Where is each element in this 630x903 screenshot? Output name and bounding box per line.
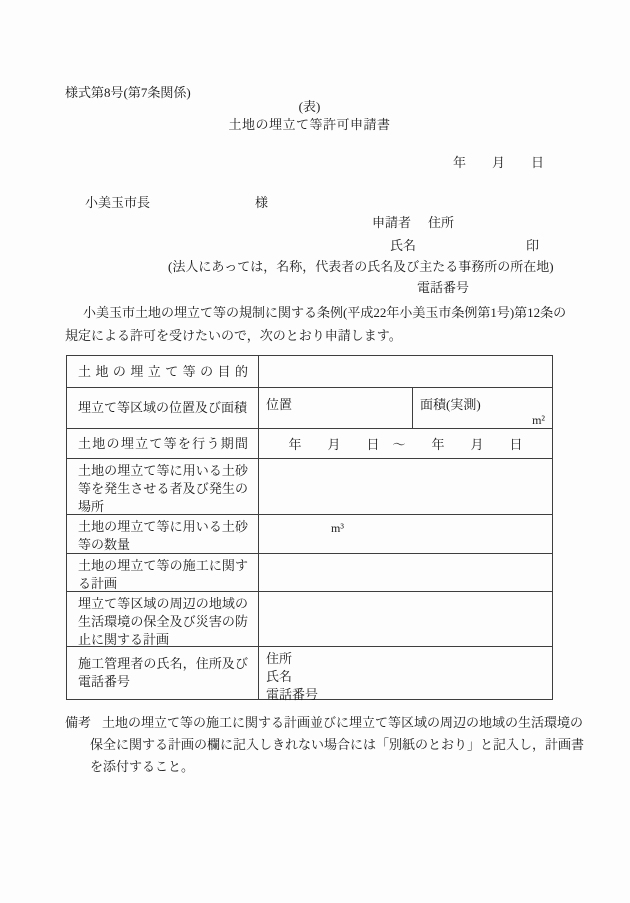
period-date-placeholders: 年 月 日 ～ 年 月 日 <box>288 437 523 452</box>
row-label-soil-volume: 土地の埋立て等に用いる土砂等の数量 <box>67 515 259 553</box>
page-title: 土地の埋立て等許可申請書 <box>228 117 391 132</box>
area-label: 面積(実測) <box>420 397 481 412</box>
manager-name-label: 氏名 <box>266 669 293 684</box>
site-manager-input-cell[interactable] <box>259 647 552 702</box>
area-unit: m² <box>532 413 545 427</box>
addressee-honorific: 様 <box>255 195 269 210</box>
request-statement <box>65 302 566 347</box>
request-statement-line2: 規定による許可を受けたいので，次のとおり申請します。 <box>65 327 402 343</box>
applicant-phone-label: 電話番号 <box>417 280 470 295</box>
table-row-soil-source <box>67 458 552 514</box>
soil-volume-input-cell[interactable] <box>259 515 552 553</box>
row-label-purpose: 土地の埋立て等の目的 <box>67 356 259 387</box>
date-line: 年 月 日 <box>452 155 544 170</box>
side-label: (表) <box>298 99 321 114</box>
request-statement-line1: 小美玉市土地の埋立て等の規制に関する条例(平成22年小美玉市条例第1号)第12条の <box>83 305 567 320</box>
applicant-address-label: 住所 <box>428 215 455 230</box>
period-input-cell[interactable] <box>259 429 552 458</box>
table-row-construction-plan <box>67 553 552 591</box>
remarks-line1: 土地の埋立て等の施工に関する計画並びに埋立て等区域の周辺の地域の生活環境の <box>102 715 584 730</box>
application-table <box>66 355 553 700</box>
remarks-label: 備考 <box>65 715 92 730</box>
volume-unit: m³ <box>331 521 344 535</box>
manager-address-label: 住所 <box>266 651 293 666</box>
applicant-label: 申請者 <box>372 215 412 230</box>
remarks-line2: 保全に関する計画の欄に記入しきれない場合には「別紙のとおり」と記入し，計画書 <box>90 737 585 752</box>
construction-plan-input-cell[interactable] <box>259 554 552 591</box>
soil-source-input-cell[interactable] <box>259 459 552 514</box>
table-row-location-area <box>67 387 552 428</box>
row-label-soil-source: 土地の埋立て等に用いる土砂等を発生させる者及び発生の場所 <box>67 459 259 514</box>
table-row-soil-volume <box>67 514 552 553</box>
table-row-site-manager <box>67 646 552 702</box>
form-number: 様式第8号(第7条関係) <box>65 85 191 100</box>
row-label-construction-plan: 土地の埋立て等の施工に関する計画 <box>67 554 259 591</box>
environment-plan-input-cell[interactable] <box>259 592 552 646</box>
table-row-purpose <box>67 356 552 387</box>
applicant-name-label: 氏名 <box>390 238 417 253</box>
area-input-cell[interactable] <box>413 388 552 428</box>
corporate-note: (法人にあっては，名称，代表者の氏名及び主たる事務所の所在地) <box>168 259 554 274</box>
row-label-period: 土地の埋立て等を行う期間 <box>67 429 259 458</box>
location-input-cell[interactable] <box>259 388 413 428</box>
row-label-site-manager: 施工管理者の氏名，住所及び電話番号 <box>67 647 259 699</box>
seal-label: 印 <box>526 238 540 253</box>
remarks-line3: を添付すること。 <box>90 759 195 774</box>
remarks <box>65 712 584 778</box>
location-label: 位置 <box>266 397 293 412</box>
table-row-environment-plan <box>67 591 552 646</box>
table-row-period <box>67 428 552 458</box>
row-label-environment-plan: 埋立て等区域の周辺の地域の生活環境の保全及び災害の防止に関する計画 <box>67 592 259 646</box>
manager-phone-label: 電話番号 <box>266 687 319 702</box>
row-label-location-area: 埋立て等区域の位置及び面積 <box>67 388 259 428</box>
purpose-input-cell[interactable] <box>259 356 552 387</box>
addressee-name: 小美玉市長 <box>85 195 151 210</box>
